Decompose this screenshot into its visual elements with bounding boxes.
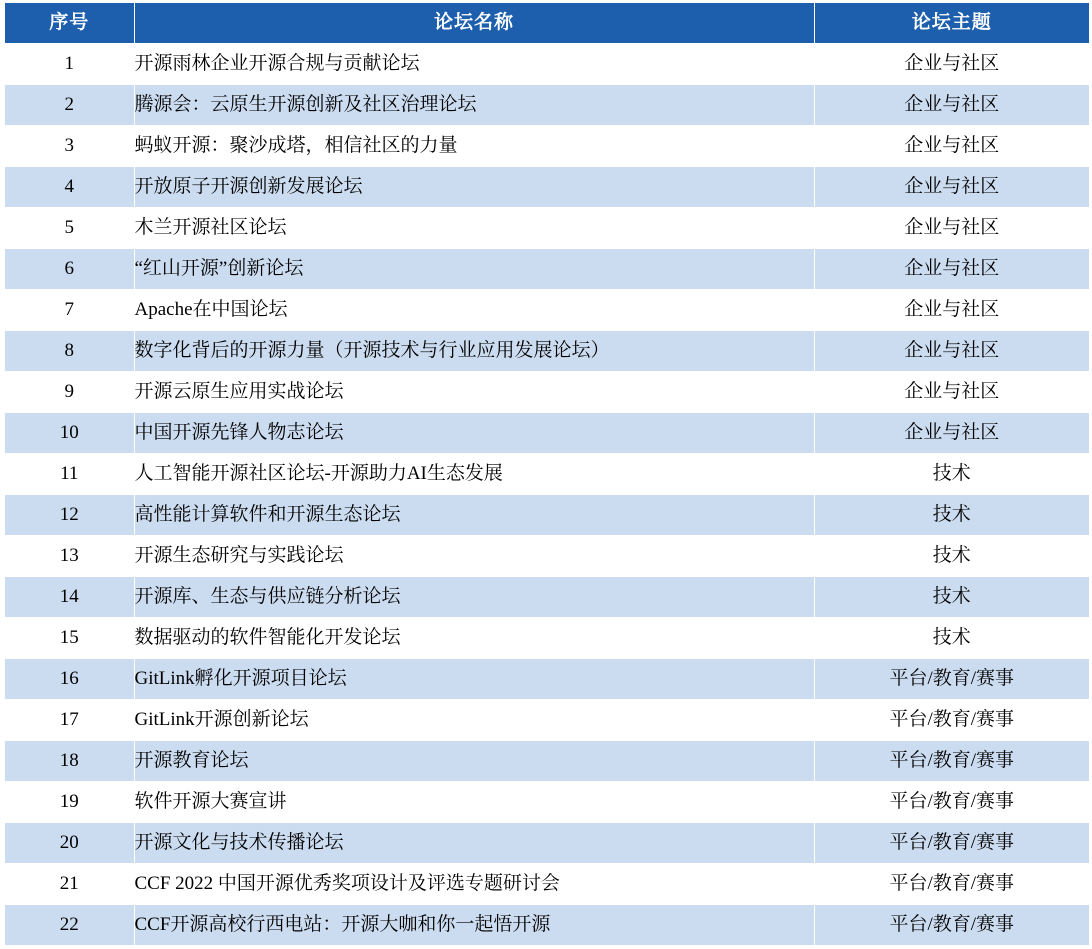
table-row: [4, 618, 1090, 659]
cell-index: 17: [4, 700, 134, 741]
cell-forum-topic: 技术: [814, 495, 1090, 536]
cell-forum-name: 中国开源先锋人物志论坛: [134, 413, 814, 454]
cell-index: 4: [4, 167, 134, 208]
cell-forum-name: 开源雨林企业开源合规与贡献论坛: [134, 44, 814, 85]
cell-forum-name: 人工智能开源社区论坛-开源助力AI生态发展: [134, 454, 814, 495]
cell-forum-name: 腾源会：云原生开源创新及社区治理论坛: [134, 85, 814, 126]
cell-index: 19: [4, 782, 134, 823]
cell-forum-name: GitLink开源创新论坛: [134, 700, 814, 741]
table-row: [4, 331, 1090, 372]
cell-forum-topic: 平台/教育/赛事: [814, 659, 1090, 700]
cell-forum-name: “红山开源”创新论坛: [134, 249, 814, 290]
cell-index: 18: [4, 741, 134, 782]
cell-forum-topic: 平台/教育/赛事: [814, 864, 1090, 905]
cell-index: 1: [4, 44, 134, 85]
cell-forum-name: GitLink孵化开源项目论坛: [134, 659, 814, 700]
cell-index: 9: [4, 372, 134, 413]
table-row: [4, 536, 1090, 577]
cell-forum-topic: 企业与社区: [814, 167, 1090, 208]
cell-forum-name: 开源生态研究与实践论坛: [134, 536, 814, 577]
table-body: [4, 44, 1090, 946]
cell-forum-topic: 技术: [814, 454, 1090, 495]
cell-forum-topic: 平台/教育/赛事: [814, 741, 1090, 782]
cell-index: 22: [4, 905, 134, 946]
cell-forum-topic: 平台/教育/赛事: [814, 905, 1090, 946]
table-row: [4, 864, 1090, 905]
cell-forum-name: 开源教育论坛: [134, 741, 814, 782]
cell-index: 15: [4, 618, 134, 659]
cell-forum-name: 开放原子开源创新发展论坛: [134, 167, 814, 208]
cell-forum-name: 蚂蚁开源：聚沙成塔，相信社区的力量: [134, 126, 814, 167]
table-row: [4, 167, 1090, 208]
cell-index: 7: [4, 290, 134, 331]
cell-forum-name: CCF 2022 中国开源优秀奖项设计及评选专题研讨会: [134, 864, 814, 905]
table-row: [4, 290, 1090, 331]
cell-index: 16: [4, 659, 134, 700]
cell-forum-topic: 企业与社区: [814, 249, 1090, 290]
cell-index: 20: [4, 823, 134, 864]
table-row: [4, 659, 1090, 700]
table-row: [4, 905, 1090, 946]
cell-index: 10: [4, 413, 134, 454]
table-header-row: [4, 3, 1090, 44]
table-row: [4, 249, 1090, 290]
cell-forum-topic: 企业与社区: [814, 413, 1090, 454]
cell-index: 11: [4, 454, 134, 495]
table-row: [4, 85, 1090, 126]
cell-forum-name: Apache在中国论坛: [134, 290, 814, 331]
cell-forum-topic: 平台/教育/赛事: [814, 823, 1090, 864]
cell-forum-topic: 平台/教育/赛事: [814, 782, 1090, 823]
table-row: [4, 372, 1090, 413]
table-row: [4, 823, 1090, 864]
column-header-index: 序号: [4, 3, 134, 44]
table-row: [4, 495, 1090, 536]
cell-forum-topic: 技术: [814, 536, 1090, 577]
cell-index: 13: [4, 536, 134, 577]
cell-forum-name: 开源库、生态与供应链分析论坛: [134, 577, 814, 618]
cell-forum-topic: 技术: [814, 577, 1090, 618]
cell-forum-name: 开源云原生应用实战论坛: [134, 372, 814, 413]
cell-index: 8: [4, 331, 134, 372]
cell-index: 21: [4, 864, 134, 905]
table-row: [4, 577, 1090, 618]
table-row: [4, 782, 1090, 823]
cell-forum-topic: 企业与社区: [814, 126, 1090, 167]
table-row: [4, 741, 1090, 782]
cell-forum-name: CCF开源高校行西电站：开源大咖和你一起悟开源: [134, 905, 814, 946]
column-header-forum-topic: 论坛主题: [814, 3, 1090, 44]
cell-forum-topic: 技术: [814, 618, 1090, 659]
cell-forum-topic: 企业与社区: [814, 290, 1090, 331]
cell-forum-topic: 企业与社区: [814, 372, 1090, 413]
cell-forum-topic: 企业与社区: [814, 85, 1090, 126]
column-header-forum-name: 论坛名称: [134, 3, 814, 44]
table-row: [4, 700, 1090, 741]
cell-index: 12: [4, 495, 134, 536]
cell-forum-name: 数据驱动的软件智能化开发论坛: [134, 618, 814, 659]
table-row: [4, 413, 1090, 454]
cell-index: 3: [4, 126, 134, 167]
table-row: [4, 208, 1090, 249]
cell-index: 6: [4, 249, 134, 290]
table-row: [4, 454, 1090, 495]
cell-index: 14: [4, 577, 134, 618]
cell-forum-topic: 平台/教育/赛事: [814, 700, 1090, 741]
table-row: [4, 44, 1090, 85]
table-header: [4, 3, 1090, 44]
cell-forum-name: 开源文化与技术传播论坛: [134, 823, 814, 864]
cell-forum-name: 软件开源大赛宣讲: [134, 782, 814, 823]
forum-table: [3, 2, 1091, 946]
cell-forum-name: 木兰开源社区论坛: [134, 208, 814, 249]
cell-forum-topic: 企业与社区: [814, 331, 1090, 372]
cell-forum-name: 高性能计算软件和开源生态论坛: [134, 495, 814, 536]
table-row: [4, 126, 1090, 167]
cell-forum-topic: 企业与社区: [814, 208, 1090, 249]
cell-forum-name: 数字化背后的开源力量（开源技术与行业应用发展论坛）: [134, 331, 814, 372]
cell-index: 5: [4, 208, 134, 249]
cell-forum-topic: 企业与社区: [814, 44, 1090, 85]
cell-index: 2: [4, 85, 134, 126]
